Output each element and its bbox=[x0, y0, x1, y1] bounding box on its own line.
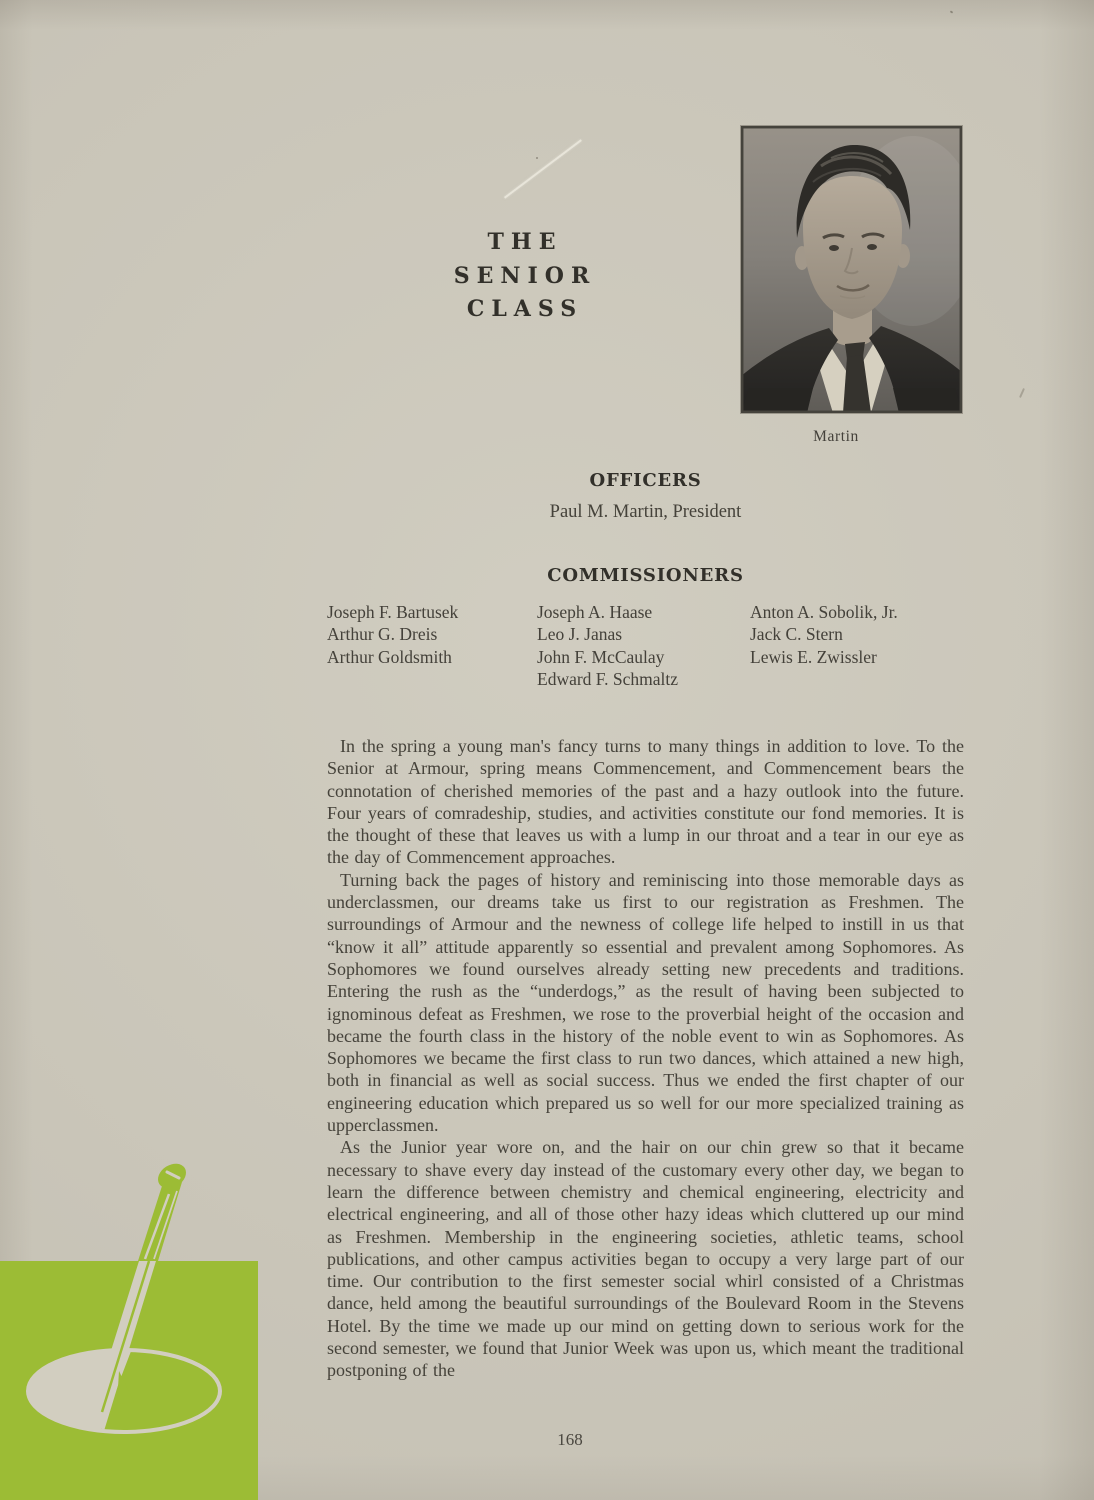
commissioner-name: Lewis E. Zwissler bbox=[750, 646, 877, 667]
paragraph: As the Junior year wore on, and the hair on our chin grew so that it became necessary to shave every day instead of the customary every other day, we began to learn the difference between chemistry and chemical engineering, electricity and electrical engineering, and all of those other hazy ideas which cluttered up our mind as Freshmen. Membership in the engineering societies, athletic teams, school publications, and other campus activities began to occupy a very large part of our time. Our contribution to the first semester social whirl consisted of a Christmas dance, held among the beautiful surroundings of the Boulevard Room in the Stevens Hotel. By the time we made up our mind on getting down to serious work for the second semester, we found that Junior Week was upon us, which meant the traditional postponing of the bbox=[327, 1137, 964, 1381]
commissioner-name: John F. McCaulay bbox=[537, 646, 665, 667]
paragraph: In the spring a young man's fancy turns to many things in addition to love. To the Senior at Armour, spring means Commencement, and Commencement bears the connotation of cherished memories of the past and a hazy outlook into the future. Four years of comradeship, studies, and activities constitute our fond memories. It is the thought of these that leaves us with a lump in our throat and a tear in our eye as the day of Commencement approaches. bbox=[327, 736, 964, 868]
photo-caption: Martin bbox=[813, 428, 859, 445]
commissioner-name: Leo J. Janas bbox=[537, 624, 623, 645]
officers-heading: OFFICERS bbox=[589, 470, 702, 491]
drafting-pin-in-ellipse-icon bbox=[0, 1140, 270, 1500]
paper-scratch bbox=[504, 139, 582, 198]
paper-speck bbox=[536, 157, 538, 159]
commissioners-heading: COMMISSIONERS bbox=[547, 565, 744, 586]
page-number: 168 bbox=[557, 1430, 583, 1449]
title-line-1: THE bbox=[487, 229, 563, 255]
commissioner-name: Edward F. Schmaltz bbox=[537, 669, 678, 690]
commissioner-name: Arthur G. Dreis bbox=[327, 624, 438, 645]
commissioners-list bbox=[327, 601, 964, 697]
class-history-text bbox=[327, 735, 964, 1382]
commissioner-name: Arthur Goldsmith bbox=[327, 646, 452, 667]
commissioner-name: Jack C. Stern bbox=[750, 624, 843, 645]
portrait-photo bbox=[741, 126, 962, 413]
title-line-2: SENIOR bbox=[453, 262, 597, 289]
martin-portrait-illustration bbox=[741, 126, 962, 413]
commissioner-name: Joseph F. Bartusek bbox=[327, 602, 459, 622]
commissioners-column-2 bbox=[537, 601, 678, 691]
paper-speck bbox=[1019, 388, 1025, 398]
paper-speck bbox=[950, 10, 954, 13]
paragraph: Turning back the pages of history and reminiscing into those memorable days as underclassmen, our dreams take us first to our registration as Freshmen. The surroundings of Armour and the newness of college life helped to instill in us that “know it all” attitude apparently so essential and prevalent among Sophomores. As Sophomores we found ourselves already setting new precedents and traditions. Entering the rush as the “underdogs,” as the result of having been subjected to ignominous defeat as Freshmen, we rose to the proverbial height of the occasion and became the fourth class in the history of the noble event to win as Sophomores. As Sophomores we became the first class to run two dances, which attained a new high, both in financial as well as social success. Thus we ended the first chapter of our engineering education which prepared us so well for our more specialized training as upperclassmen. bbox=[327, 869, 964, 1136]
title-line-3: CLASS bbox=[466, 296, 584, 322]
page-title bbox=[420, 226, 630, 327]
commissioners-column-1 bbox=[327, 601, 458, 668]
commissioners-column-3 bbox=[750, 601, 898, 668]
commissioner-name: Anton A. Sobolik, Jr. bbox=[750, 602, 898, 622]
commissioner-name: Joseph A. Haase bbox=[537, 602, 653, 622]
officers-president-line: Paul M. Martin, President bbox=[549, 502, 742, 522]
